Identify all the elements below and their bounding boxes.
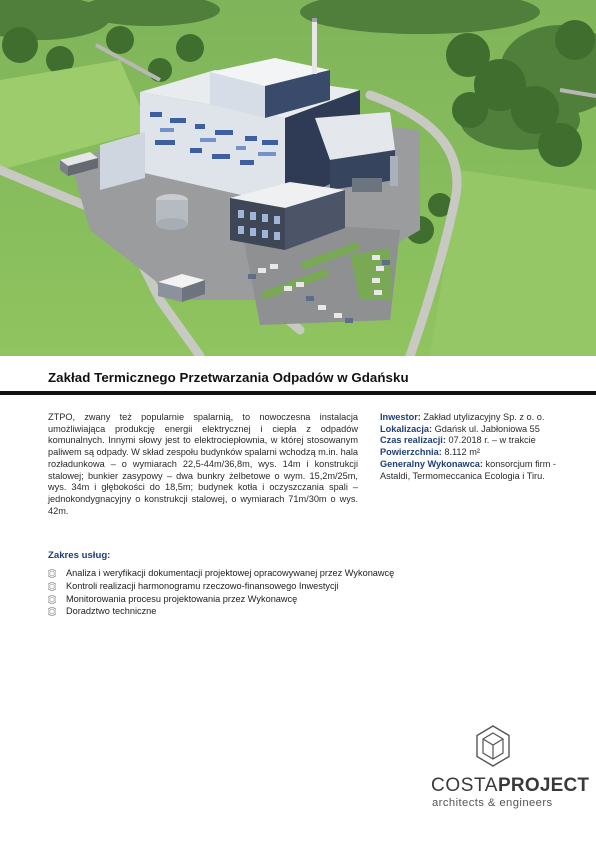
hexagon-bullet-icon	[48, 607, 56, 616]
company-name	[431, 775, 589, 797]
fact-duration: Czas realizacji: 07.2018 r. – w trakcie	[380, 435, 536, 446]
hexagon-bullet-icon	[48, 595, 56, 604]
fact-location: Lokalizacja: Gdańsk ul. Jabłoniowa 55	[380, 423, 540, 434]
company-name-part2: PROJECT	[498, 775, 590, 796]
scope-item-text: Analiza i weryfikacji dokumentacji projektowej opracowywanej przez Wykonawcę	[66, 568, 395, 578]
fact-label: Czas realizacji	[380, 435, 443, 446]
page-title: Zakład Termicznego Przetwarzania Odpadów w Gdańsku	[48, 370, 409, 385]
hexagon-bullet-icon	[48, 582, 56, 591]
fact-value: Gdańsk ul. Jabłoniowa 55	[434, 423, 540, 434]
scope-title: Zakres usług:	[48, 550, 111, 561]
scope-item-text: Kontroli realizacji harmonogramu rzeczowo-finansowego Inwestycji	[66, 580, 339, 591]
scope-list	[48, 567, 394, 618]
fact-value: 8.112 m²	[444, 447, 480, 458]
project-rendering	[0, 0, 596, 356]
company-tagline: architects & engineers	[432, 797, 553, 809]
list-item	[48, 593, 394, 606]
company-name-part1: COSTA	[431, 775, 499, 796]
fact-value: konsorcjum firm - Astaldi, Termomeccanica Ecologia i Tiru.	[380, 458, 556, 481]
project-facts	[380, 412, 576, 482]
fact-general-contractor: Generalny Wykonawca: konsorcjum firm - Astaldi, Termomeccanica Ecologia i Tiru.	[380, 458, 556, 481]
fact-label: Generalny Wykonawca	[380, 458, 480, 469]
fact-label: Powierzchnia	[380, 447, 439, 458]
scope-item-text: Doradztwo techniczne	[66, 606, 157, 617]
fact-label: Inwestor	[380, 412, 418, 422]
list-item	[48, 605, 394, 618]
fact-area: Powierzchnia: 8.112 m²	[380, 447, 480, 458]
hexagon-bullet-icon	[48, 569, 56, 578]
project-description: ZTPO, zwany też popularnie spalarnią, to nowoczesna instalacja umożliwiająca produkcję energii elektrycznej i ciepła z odpadów komunalnych. Innymi słowy jest to elektrociepłownia, w której stosowanym paliwem są odpady. W skład zespołu budynków spalarni wchodzą m.in. hala rozładunkowa – o wymiarach 22,5-44m/36,8m, wys. 14m i konstrukcji stalowej; bunkier zasypowy – dwa bunkry żelbetowe o wym. 15,2m/25m, wys. 34m i głębokości do 18,5m; budynek kotła i oczyszczania spali – jednokondygnacyjny o konstrukcji stalowej, o wymiarach 71m/30m o wys. 42m.	[48, 412, 358, 516]
company-logo-icon	[475, 725, 511, 767]
list-item	[48, 567, 394, 580]
fact-value: Zakład utylizacyjny Sp. z o. o.	[423, 412, 545, 422]
fact-investor: Inwestor: Zakład utylizacyjny Sp. z o. o.	[380, 412, 545, 422]
fact-label: Lokalizacja	[380, 423, 430, 434]
fact-value: 07.2018 r. – w trakcie	[448, 435, 536, 446]
list-item	[48, 580, 394, 593]
scope-item-text: Monitorowania procesu projektowania przez Wykonawcę	[66, 593, 298, 604]
title-divider	[0, 391, 596, 395]
